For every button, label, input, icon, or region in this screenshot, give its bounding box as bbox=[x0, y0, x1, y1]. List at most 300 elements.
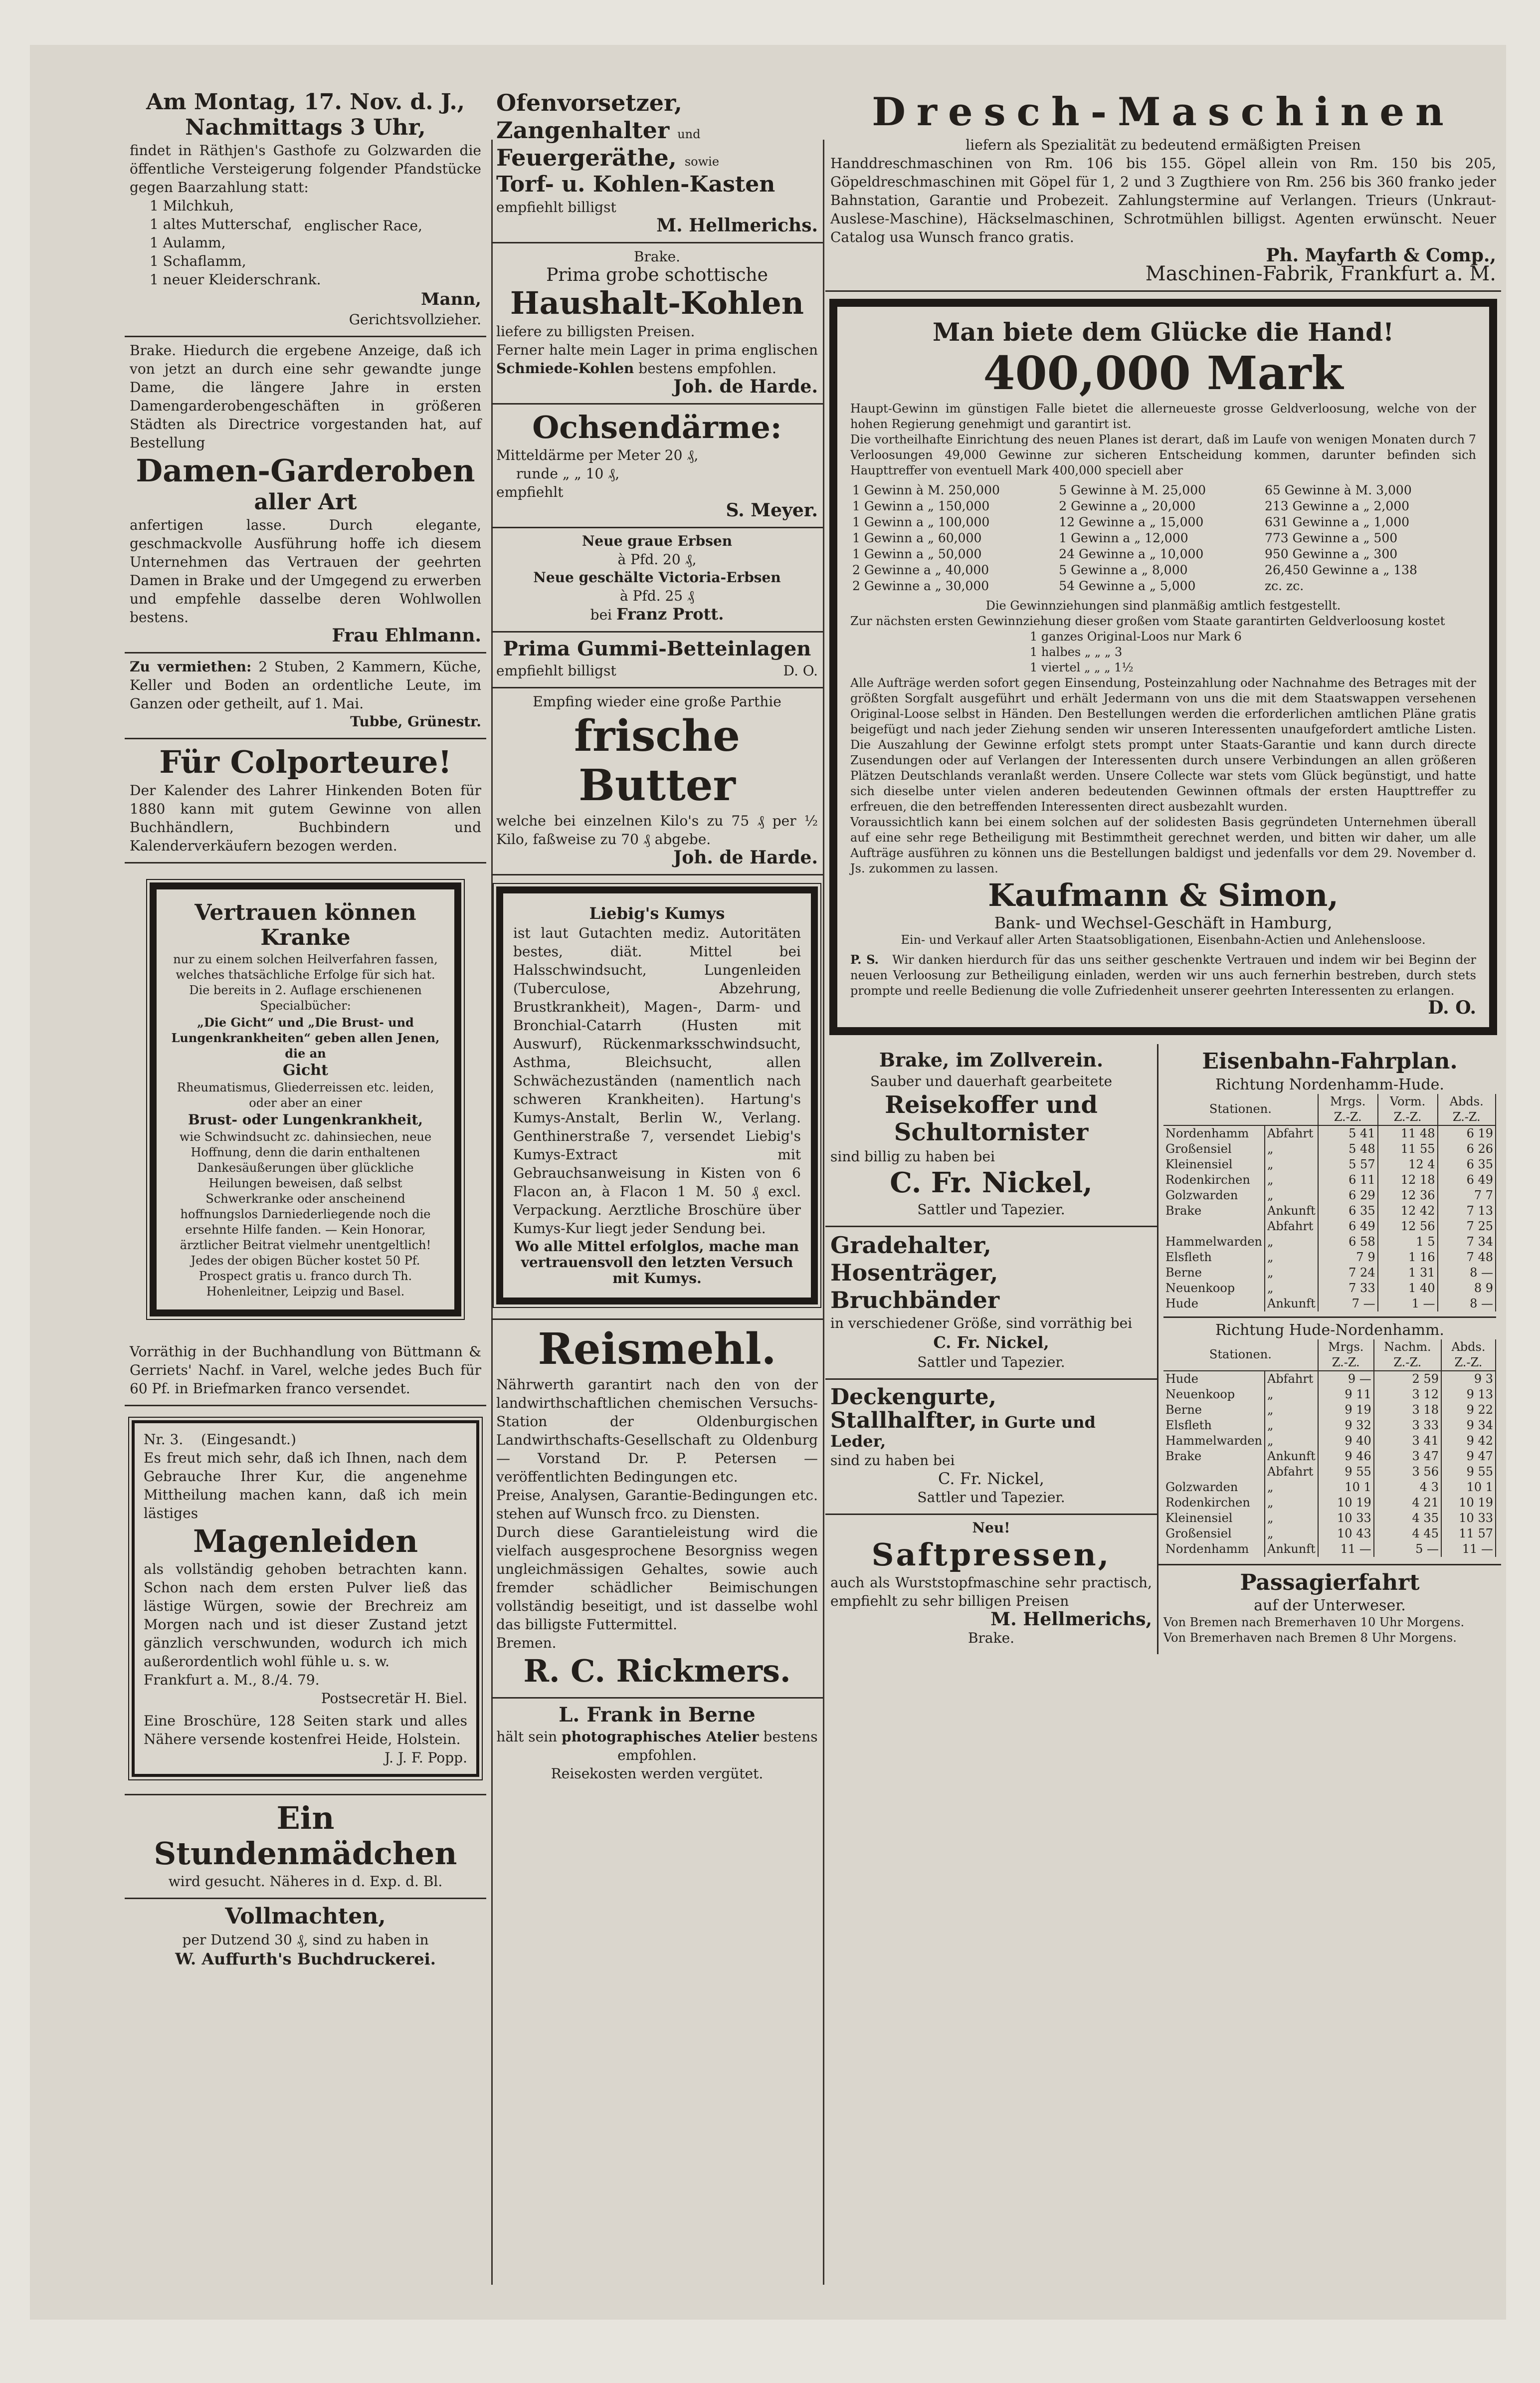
arr-dep: „ bbox=[1265, 1157, 1318, 1172]
departure-time: 2 59 bbox=[1374, 1371, 1441, 1387]
buchhandlung-body: Vorräthig in der Buchhandlung von Büttmann & Gerriets' Nachf. in Varel, welche jedes Buch für 60 Pf. in Briefmarken franco versendet. bbox=[130, 1343, 481, 1397]
lotto-body3: Die Gewinnziehungen sind planmäßig amtlich festgestellt. bbox=[985, 598, 1341, 613]
departure-time: 6 29 bbox=[1318, 1188, 1378, 1203]
station-name: Nordenhamm bbox=[1163, 1541, 1265, 1557]
prize-cell: 2 Gewinne a „ 30,000 bbox=[852, 578, 989, 593]
timetable-header bbox=[1163, 1339, 1496, 1371]
departure-time: 9 40 bbox=[1318, 1433, 1374, 1449]
lotto-body6: Voraussichtlich kann bei einem solchen auf der solidesten Basis gegründeten Unternehmen überall auf eine sehr rege Betheiligung mit Bestimmtheit gerechnet werden, und bitten wir daher, um alle Aufträge ausführen zu können uns die Bestellungen baldigst und jedenfalls vor dem 29. November d. Js. zukommen zu lassen. bbox=[850, 815, 1476, 875]
col-afternoon: Nachm. Z.-Z. bbox=[1374, 1339, 1441, 1371]
lotto-ps-label: P. S. bbox=[850, 952, 879, 967]
departure-time: 7 48 bbox=[1438, 1250, 1496, 1265]
column-3-lower bbox=[825, 1044, 1501, 1654]
arr-dep: „ bbox=[1265, 1511, 1318, 1526]
prize-cell: 5 Gewinne à M. 25,000 bbox=[1059, 482, 1206, 497]
timetable-row bbox=[1163, 1371, 1496, 1387]
ofen-line: Zangenhalter bbox=[496, 116, 670, 144]
departure-time: 9 11 bbox=[1318, 1387, 1374, 1402]
departure-time: 8 9 bbox=[1438, 1281, 1496, 1296]
deckengurte-line2b: in Gurte und Leder, bbox=[830, 1412, 1096, 1451]
timetable-row bbox=[1163, 1418, 1496, 1433]
station-name: Brake bbox=[1163, 1449, 1265, 1464]
deckengurte-body: sind zu haben bei bbox=[830, 1452, 955, 1469]
timetable-row bbox=[1163, 1172, 1496, 1188]
column-3-right bbox=[1158, 1044, 1501, 1654]
saftpressen-headline: Saftpressen, bbox=[871, 1536, 1111, 1573]
eingesandt-headline: Magenleiden bbox=[192, 1522, 418, 1559]
eingesandt-signature2: J. J. F. Popp. bbox=[385, 1749, 467, 1766]
column-3 bbox=[825, 85, 1501, 2353]
lotto-body4: Zur nächsten ersten Gewinnziehung dieser großen vom Staate garantirten Geldverloosung kostet bbox=[850, 614, 1445, 628]
kohlen-headline: Haushalt-Kohlen bbox=[510, 285, 804, 322]
prize-cell: 2 Gewinne a „ 20,000 bbox=[1059, 498, 1196, 513]
departure-time: 10 1 bbox=[1441, 1480, 1496, 1495]
station-name: Hammelwarden bbox=[1163, 1234, 1265, 1250]
departure-time: 9 19 bbox=[1318, 1402, 1374, 1418]
lotto-ad bbox=[825, 292, 1501, 1043]
frank-bold: photographisches Atelier bbox=[562, 1728, 759, 1745]
kranke-headline: Vertrauen können Kranke bbox=[194, 899, 416, 951]
kumys-headline: Liebig's Kumys bbox=[589, 904, 725, 923]
auction-item: 1 neuer Kleiderschrank. bbox=[150, 271, 321, 288]
arr-dep: Abfahrt bbox=[1265, 1125, 1318, 1141]
eingesandt-label: (Eingesandt.) bbox=[200, 1431, 296, 1448]
lotto-prize-row bbox=[850, 530, 1476, 546]
reismehl-body1: Nährwerth garantirt nach den von der landwirthschaftlichen chemischen Versuchs-Station der Oldenburgischen Landwirthschafts-Gesellschaft zu Oldenburg — Vorstand Dr. P. Petersen — veröffentlichten Bedingungen etc. bbox=[496, 1376, 818, 1486]
lotto-signature: D. O. bbox=[1428, 997, 1476, 1019]
departure-time: 10 19 bbox=[1318, 1495, 1374, 1511]
departure-time: 6 49 bbox=[1318, 1219, 1378, 1234]
vermiethen-signature: Tubbe, Grünestr. bbox=[350, 713, 481, 730]
lotto-body2: Die vortheilhafte Einrichtung des neuen Planes ist derart, daß im Laufe von wenigen Monaten durch 7 Verloosungen 49,000 Gewinne zur sicheren Entscheidung kommen, darunter befinden sich Haupttreffer von eventuell Mark 400,000 speciell aber bbox=[850, 432, 1476, 477]
stundenmaedchen-ad bbox=[125, 1795, 486, 1900]
timetable-row bbox=[1163, 1495, 1496, 1511]
departure-time: 9 42 bbox=[1441, 1433, 1496, 1449]
kumys-ad bbox=[491, 875, 823, 1320]
passagier-ad bbox=[1158, 1565, 1501, 1653]
timetable-row bbox=[1163, 1480, 1496, 1495]
eingesandt-body1: Es freut mich sehr, daß ich Ihnen, nach dem Gebrauche Ihrer Kur, die angenehme Mittheilung machen kann, daß ich mein lästiges bbox=[144, 1449, 467, 1521]
timetable-row bbox=[1163, 1387, 1496, 1402]
deckengurte-line1: Deckengurte, bbox=[830, 1384, 996, 1410]
departure-time: 1 — bbox=[1378, 1296, 1438, 1311]
arr-dep: „ bbox=[1265, 1387, 1318, 1402]
station-name: Großensiel bbox=[1163, 1141, 1265, 1157]
departure-time: 9 13 bbox=[1441, 1387, 1496, 1402]
auction-signature-title: Gerichtsvollzieher. bbox=[349, 311, 481, 328]
timetable-row bbox=[1163, 1188, 1496, 1203]
departure-time: 3 12 bbox=[1374, 1387, 1441, 1402]
station-name: Berne bbox=[1163, 1402, 1265, 1418]
col-morning: Mrgs. Z.-Z. bbox=[1318, 1339, 1374, 1371]
departure-time: 4 3 bbox=[1374, 1480, 1441, 1495]
departure-time: 12 4 bbox=[1378, 1157, 1438, 1172]
station-name: Elsfleth bbox=[1163, 1250, 1265, 1265]
prize-cell: 1 Gewinn a „ 50,000 bbox=[852, 546, 982, 561]
kranke-ad bbox=[125, 864, 486, 1338]
lotto-prize-row bbox=[850, 546, 1476, 562]
auction-signature: Mann, bbox=[421, 289, 481, 310]
frank-headline: L. Frank in Berne bbox=[559, 1703, 756, 1727]
butter-headline: frische Butter bbox=[574, 711, 740, 811]
garderoben-headline: Damen-Garderoben bbox=[136, 452, 475, 489]
auction-item: 1 Schaflamm, bbox=[150, 253, 246, 270]
prize-cell: 54 Gewinne a „ 5,000 bbox=[1059, 578, 1196, 593]
garderoben-ad bbox=[125, 337, 486, 653]
departure-time: 5 — bbox=[1374, 1541, 1441, 1557]
column-rule bbox=[823, 140, 824, 2285]
timetable-hude-nordenhamm bbox=[1163, 1339, 1496, 1557]
reismehl-body3: Durch diese Garantieleistung wird die vielfach ausgesprochene Besorgniss wegen ungleichmässigen Gehaltes, sowie auch fremder schädlicher Beimischungen vollständig beseitigt, und ist dasselbe wohl das billigste Futtermittel. bbox=[496, 1524, 818, 1633]
station-name: Golzwarden bbox=[1163, 1188, 1265, 1203]
ochsen-ad bbox=[491, 405, 823, 528]
departure-time: 9 — bbox=[1318, 1371, 1374, 1387]
gradehalter-line: Hosenträger, bbox=[830, 1259, 998, 1286]
gummi-signature: D. O. bbox=[783, 662, 818, 679]
gummi-headline: Prima Gummi-Betteinlagen bbox=[503, 637, 811, 661]
departure-time: 9 34 bbox=[1441, 1418, 1496, 1433]
timetable-nordenhamm-hude bbox=[1163, 1094, 1496, 1311]
buchhandlung-ad bbox=[125, 1338, 486, 1406]
ofen-recommend: empfiehlt billigst bbox=[496, 199, 616, 216]
arr-dep: „ bbox=[1265, 1281, 1318, 1296]
vollmachten-headline: Vollmachten, bbox=[225, 1904, 386, 1930]
kohlen-body1: liefere zu billigsten Preisen. bbox=[496, 323, 695, 340]
arr-dep: Abfahrt bbox=[1265, 1464, 1318, 1480]
arr-dep: „ bbox=[1265, 1402, 1318, 1418]
departure-time: 4 45 bbox=[1374, 1526, 1441, 1541]
col-evening: Abds. Z.-Z. bbox=[1441, 1339, 1496, 1371]
vermiethen-ad bbox=[125, 653, 486, 739]
lotto-firm: Kaufmann & Simon, bbox=[988, 876, 1339, 913]
frank-ad bbox=[491, 1699, 823, 1790]
prize-cell: 26,450 Gewinne a „ 138 bbox=[1264, 562, 1417, 577]
passagier-line2: Von Bremerhaven nach Bremen 8 Uhr Morgens. bbox=[1163, 1631, 1457, 1645]
ofen-line: Feuergeräthe, bbox=[496, 144, 677, 171]
timetable-row bbox=[1163, 1511, 1496, 1526]
eingesandt-place-date: Frankfurt a. M., 8./4. 79. bbox=[144, 1671, 320, 1688]
dresch-headline: Dresch-Maschinen bbox=[872, 89, 1455, 135]
timetable-row bbox=[1163, 1157, 1496, 1172]
kranke-gicht: Gicht bbox=[283, 1061, 328, 1079]
dresch-sub: liefern als Spezialität zu bedeutend ermäßigten Preisen bbox=[965, 136, 1361, 153]
departure-time: 7 9 bbox=[1318, 1250, 1378, 1265]
auction-breed-note: englischer Race, bbox=[304, 217, 422, 234]
kohlen-body3: bestens empfohlen. bbox=[638, 360, 776, 377]
auction-ad bbox=[125, 85, 486, 337]
erbsen-line2: Neue geschälte Victoria-Erbsen bbox=[533, 569, 781, 586]
ofen-line: Ofenvorsetzer, bbox=[496, 89, 682, 116]
prize-cell: 24 Gewinne a „ 10,000 bbox=[1059, 546, 1204, 561]
departure-time: 3 56 bbox=[1374, 1464, 1441, 1480]
departure-time: 4 21 bbox=[1374, 1495, 1441, 1511]
lotto-firm-sub: Bank- und Wechsel-Geschäft in Hamburg, bbox=[994, 913, 1333, 933]
garderoben-subline: aller Art bbox=[254, 489, 357, 515]
departure-time: 6 35 bbox=[1438, 1157, 1496, 1172]
station-name: Rodenkirchen bbox=[1163, 1495, 1265, 1511]
prize-cell: 213 Gewinne a „ 2,000 bbox=[1264, 498, 1410, 513]
prize-cell: 1 Gewinn a „ 12,000 bbox=[1059, 530, 1188, 545]
arr-dep: „ bbox=[1265, 1526, 1318, 1541]
vollmachten-ad bbox=[125, 1899, 486, 1976]
station-name: Neuenkoop bbox=[1163, 1281, 1265, 1296]
prize-cell: 773 Gewinne a „ 500 bbox=[1264, 530, 1398, 545]
timetable-row bbox=[1163, 1464, 1496, 1480]
timetable-row bbox=[1163, 1125, 1496, 1141]
erbsen-ad bbox=[491, 528, 823, 633]
saftpressen-body: auch als Wurststopfmaschine sehr practisch, empfiehlt zu sehr billigen Preisen bbox=[830, 1574, 1152, 1610]
stundenmaedchen-headline: Ein Stundenmädchen bbox=[154, 1799, 457, 1872]
lotto-prize-row bbox=[850, 562, 1476, 578]
kranke-books: „Die Gicht“ und „Die Brust- und Lungenkrankheiten“ geben allen Jenen, die an bbox=[171, 1015, 440, 1061]
station-name: Elsfleth bbox=[1163, 1418, 1265, 1433]
auction-items bbox=[130, 197, 481, 289]
deckengurte-line2: Stallhalfter, bbox=[830, 1407, 977, 1433]
kumys-bold: Wo alle Mittel erfolglos, mache man vertrauensvoll den letzten Versuch mit Kumys. bbox=[515, 1238, 799, 1287]
departure-time: 10 19 bbox=[1441, 1495, 1496, 1511]
zollverein-headline2: Reisekoffer und Schultornister bbox=[885, 1090, 1098, 1147]
prize-cell: 631 Gewinne a „ 1,000 bbox=[1264, 514, 1410, 529]
saftpressen-ad bbox=[825, 1515, 1157, 1654]
lotto-frame bbox=[829, 299, 1497, 1036]
departure-time: 10 1 bbox=[1318, 1480, 1374, 1495]
arr-dep: „ bbox=[1265, 1265, 1318, 1281]
station-name: Golzwarden bbox=[1163, 1480, 1265, 1495]
stundenmaedchen-body: wird gesucht. Näheres in d. Exp. d. Bl. bbox=[168, 1873, 443, 1890]
timetable-row bbox=[1163, 1234, 1496, 1250]
departure-time: 1 5 bbox=[1378, 1234, 1438, 1250]
column-2 bbox=[491, 85, 823, 2353]
departure-time: 9 22 bbox=[1441, 1402, 1496, 1418]
ochsen-line1: Mitteldärme per Meter 20 ₰, bbox=[496, 446, 699, 463]
arr-dep: „ bbox=[1265, 1433, 1318, 1449]
ofen-signature: M. Hellmerichs. bbox=[656, 215, 818, 236]
eingesandt-footer: Eine Broschüre, 128 Seiten stark und alles Nähere versende kostenfrei Heide, Holstein. bbox=[144, 1712, 467, 1747]
departure-time: 11 55 bbox=[1378, 1141, 1438, 1157]
timetable-row bbox=[1163, 1296, 1496, 1311]
gradehalter-signature2: Sattler und Tapezier. bbox=[917, 1354, 1065, 1371]
departure-time: 7 13 bbox=[1438, 1203, 1496, 1219]
arr-dep: „ bbox=[1265, 1141, 1318, 1157]
departure-time: 9 47 bbox=[1441, 1449, 1496, 1464]
departure-time: 5 48 bbox=[1318, 1141, 1378, 1157]
prize-cell: 65 Gewinne à M. 3,000 bbox=[1264, 482, 1412, 497]
eingesandt-number: Nr. 3. bbox=[144, 1431, 184, 1448]
gradehalter-line: Bruchbänder bbox=[830, 1286, 1000, 1313]
departure-time: 9 32 bbox=[1318, 1418, 1374, 1433]
butter-body: welche bei einzelnen Kilo's zu 75 ₰ per ½ Kilo, faßweise zu 70 ₰ abgebe. bbox=[496, 813, 818, 848]
auction-body: findet in Räthjen's Gasthofe zu Golzwarden die öffentliche Versteigerung folgender Pfandstücke gegen Baarzahlung statt: bbox=[130, 142, 481, 196]
erbsen-signature: Franz Prott. bbox=[616, 605, 724, 624]
column-1 bbox=[125, 85, 486, 2353]
col-evening: Abds. Z.-Z. bbox=[1438, 1094, 1496, 1125]
gummi-body: empfiehlt billigst bbox=[496, 662, 616, 679]
departure-time: 6 58 bbox=[1318, 1234, 1378, 1250]
departure-time: 3 33 bbox=[1374, 1418, 1441, 1433]
erbsen-line2b: à Pfd. 25 ₰ bbox=[619, 588, 695, 605]
station-name: Nordenhamm bbox=[1163, 1125, 1265, 1141]
kumys-frame bbox=[496, 886, 818, 1304]
departure-time: 11 — bbox=[1441, 1541, 1496, 1557]
dresch-ad bbox=[825, 85, 1501, 292]
departure-time: 9 55 bbox=[1318, 1464, 1374, 1480]
departure-time: 5 57 bbox=[1318, 1157, 1378, 1172]
passagier-headline: Passagierfahrt bbox=[1240, 1569, 1420, 1595]
arr-dep: Ankunft bbox=[1265, 1449, 1318, 1464]
departure-time: 11 — bbox=[1318, 1541, 1374, 1557]
departure-time: 12 36 bbox=[1378, 1188, 1438, 1203]
arr-dep: „ bbox=[1265, 1188, 1318, 1203]
departure-time: 11 48 bbox=[1378, 1125, 1438, 1141]
departure-time: 7 33 bbox=[1318, 1281, 1378, 1296]
lotto-prize-row bbox=[850, 498, 1476, 514]
departure-time: 6 11 bbox=[1318, 1172, 1378, 1188]
timetable-row bbox=[1163, 1141, 1496, 1157]
arr-dep: „ bbox=[1265, 1172, 1318, 1188]
ofen-line: Torf- u. Kohlen-Kasten bbox=[496, 171, 775, 197]
eingesandt-ad bbox=[125, 1406, 486, 1795]
gradehalter-line: Gradehalter, bbox=[830, 1231, 991, 1259]
eingesandt-body2: als vollständig gehoben betrachten kann. Schon nach dem ersten Pulver ließ das lästige Würgen, sowie der Brechreiz am Morgen nach und ist dieser Zustand jetzt gänzlich verschwunden, wodurch ich mich außerordentlich wohl fühle u. s. w. bbox=[144, 1560, 467, 1670]
ochsen-headline: Ochsendärme: bbox=[532, 409, 782, 445]
departure-time: 7 25 bbox=[1438, 1219, 1496, 1234]
timetable-row bbox=[1163, 1265, 1496, 1281]
departure-time: 10 33 bbox=[1441, 1511, 1496, 1526]
arr-dep: „ bbox=[1265, 1250, 1318, 1265]
departure-time: 6 26 bbox=[1438, 1141, 1496, 1157]
zollverein-signature2: Sattler und Tapezier. bbox=[917, 1201, 1065, 1218]
prize-cell: 1 Gewinn a „ 60,000 bbox=[852, 530, 982, 545]
departure-time: 6 19 bbox=[1438, 1125, 1496, 1141]
frank-body2: bestens empfohlen. bbox=[617, 1728, 818, 1763]
eingesandt-signature: Postsecretär H. Biel. bbox=[321, 1690, 467, 1707]
departure-time: 8 — bbox=[1438, 1265, 1496, 1281]
arr-dep: „ bbox=[1265, 1495, 1318, 1511]
deckengurte-signature2: Sattler und Tapezier. bbox=[917, 1489, 1065, 1506]
fahrplan-dir1: Richtung Nordenhamm-Hude. bbox=[1215, 1076, 1444, 1093]
colporteure-body: Der Kalender des Lahrer Hinkenden Boten für 1880 kann mit gutem Gewinne von allen Buchhändlern, Buchbindern und Kalenderverkäufern bezogen werden. bbox=[130, 782, 481, 854]
station-name: Kleinensiel bbox=[1163, 1511, 1265, 1526]
departure-time: 3 41 bbox=[1374, 1433, 1441, 1449]
departure-time: 3 18 bbox=[1374, 1402, 1441, 1418]
fahrplan-headline: Eisenbahn-Fahrplan. bbox=[1202, 1049, 1458, 1075]
departure-time: 3 47 bbox=[1374, 1449, 1441, 1464]
prize-cell: 1 Gewinn à M. 250,000 bbox=[852, 482, 1000, 497]
prize-cell: 12 Gewinne a „ 15,000 bbox=[1059, 514, 1204, 529]
lotto-loose: 1 viertel „ „ „ 1½ bbox=[1030, 660, 1134, 674]
departure-time: 8 — bbox=[1438, 1296, 1496, 1311]
lotto-body1: Haupt-Gewinn im günstigen Falle bietet die allerneueste grosse Geldverloosung, welche von der hohen Regierung genehmigt und garantirt ist. bbox=[850, 401, 1476, 431]
deckengurte-signature: C. Fr. Nickel, bbox=[938, 1469, 1044, 1488]
vollmachten-body: per Dutzend 30 ₰, sind zu haben in bbox=[182, 1932, 429, 1949]
kohlen-body2: Ferner halte mein Lager in prima englischen bbox=[496, 341, 818, 358]
departure-time: 1 31 bbox=[1378, 1265, 1438, 1281]
timetable-row bbox=[1163, 1449, 1496, 1464]
deckengurte-ad bbox=[825, 1380, 1157, 1515]
departure-time: 7 34 bbox=[1438, 1234, 1496, 1250]
lotto-firm-sub2: Ein- und Verkauf aller Arten Staatsobligationen, Eisenbahn-Actien und Anlehensloose. bbox=[901, 933, 1426, 947]
reismehl-signature: R. C. Rickmers. bbox=[523, 1653, 791, 1690]
reismehl-place: Bremen. bbox=[496, 1635, 557, 1652]
auction-item: 1 Aulamm, bbox=[150, 234, 226, 251]
departure-time: 9 3 bbox=[1441, 1371, 1496, 1387]
colporteure-headline: Für Colporteure! bbox=[159, 744, 452, 781]
station-name: Brake bbox=[1163, 1203, 1265, 1219]
colporteure-ad bbox=[125, 739, 486, 863]
prize-cell: 950 Gewinne a „ 300 bbox=[1264, 546, 1398, 561]
lotto-loose-list bbox=[850, 629, 1476, 675]
gradehalter-ad bbox=[825, 1227, 1157, 1380]
zollverein-ad bbox=[825, 1044, 1157, 1227]
garderoben-body: anfertigen lasse. Durch elegante, geschmackvolle Ausführung hoffe ich diesem Unternehmen das Vertrauen der geehrten Damen in Brake und der Umgegend zu erwerben und empfehle dasselbe deren Wohlwollen bestens. bbox=[130, 517, 481, 626]
fahrplan-dir2: Richtung Hude-Nordenhamm. bbox=[1163, 1316, 1496, 1339]
ochsen-line2: runde „ „ 10 ₰, bbox=[516, 465, 620, 482]
garderoben-signature: Frau Ehlmann. bbox=[332, 625, 481, 647]
departure-time: 7 24 bbox=[1318, 1265, 1378, 1281]
butter-ad bbox=[491, 688, 823, 875]
departure-time: 4 35 bbox=[1374, 1511, 1441, 1526]
kranke-lung: Brust- oder Lungenkrankheit, bbox=[188, 1111, 423, 1128]
arr-dep: „ bbox=[1265, 1418, 1318, 1433]
station-name bbox=[1163, 1219, 1265, 1234]
kohlen-bold: Schmiede-Kohlen bbox=[496, 360, 634, 377]
arr-dep: „ bbox=[1265, 1234, 1318, 1250]
frank-body1: hält sein bbox=[496, 1728, 558, 1745]
ofen-ad bbox=[491, 85, 823, 243]
vollmachten-signature: W. Auffurth's Buchdruckerei. bbox=[175, 1950, 436, 1969]
ofen-und: und bbox=[677, 127, 701, 141]
col-station: Stationen. bbox=[1163, 1094, 1318, 1125]
kranke-frame bbox=[150, 882, 461, 1316]
timetable-row bbox=[1163, 1402, 1496, 1418]
station-name: Hude bbox=[1163, 1371, 1265, 1387]
auction-headline: Am Montag, 17. Nov. d. J., Nachmittags 3 Uhr, bbox=[146, 89, 465, 140]
station-name bbox=[1163, 1464, 1265, 1480]
column-3-left bbox=[825, 1044, 1158, 1654]
timetable-row bbox=[1163, 1250, 1496, 1265]
lotto-loose: 1 ganzes Original-Loos nur Mark 6 bbox=[1030, 629, 1242, 644]
timetable-row bbox=[1163, 1526, 1496, 1541]
zollverein-sub: Sauber und dauerhaft gearbeitete bbox=[870, 1073, 1113, 1089]
frank-body3: Reisekosten werden vergütet. bbox=[551, 1765, 764, 1782]
kranke-body2: wie Schwindsucht zc. dahinsiechen, neue Hoffnung, denn die darin enthaltenen Dankesäußerungen über glückliche Heilungen beweisen, daß selbst Schwerkranke oder anscheinend hoffnungslos Darniederliegende noch die ersehnte Hilfe fanden. — Kein Honorar, ärztlicher Beitrat vielmehr unentgeltlich! Jedes der obigen Bücher kostet 50 Pf. Prospect gratis u. franco durch Th. Hohenleitner, Leipzig und Basel. bbox=[179, 1129, 432, 1299]
timetable-row bbox=[1163, 1433, 1496, 1449]
station-name: Neuenkoop bbox=[1163, 1387, 1265, 1402]
station-name: Berne bbox=[1163, 1265, 1265, 1281]
ofen-sowie: sowie bbox=[684, 154, 720, 169]
kumys-body: ist laut Gutachten mediz. Autoritäten bestes, diät. Mittel bei Halsschwindsucht, Lungenleiden (Tuberculose, Abzehrung, Brustkrankheit), Magen-, Darm- und Bronchial-Catarrh (Husten mit Auswurf), Rückenmarksschwindsucht, Asthma, Bleichsucht, allen Schwächezuständen (namentlich nach schweren Krankheiten). Hartung's Kumys-Anstalt, Berlin W., Verlang. Genthinerstraße 7, versendet Liebig's Kumys-Extract mit Gebrauchsanweisung in Kisten von 6 Flacon an, à Flacon 1 M. 50 ₰ excl. Verpackung. Aerztliche Broschüre über Kumys-Kur liegt jeder Sendung bei. bbox=[513, 924, 801, 1237]
kohlen-signature: Joh. de Harde. bbox=[673, 376, 818, 397]
kohlen-ad bbox=[491, 243, 823, 404]
departure-time: 12 56 bbox=[1378, 1219, 1438, 1234]
lotto-prize-table bbox=[850, 482, 1476, 594]
lotto-prize-row bbox=[850, 578, 1476, 594]
departure-time: 9 46 bbox=[1318, 1449, 1374, 1464]
reismehl-body2: Preise, Analysen, Garantie-Bedingungen etc. stehen auf Wunsch frco. zu Diensten. bbox=[496, 1487, 818, 1522]
departure-time: 12 42 bbox=[1378, 1203, 1438, 1219]
lotto-loose: 1 halbes „ „ „ 3 bbox=[1030, 645, 1123, 659]
saftpressen-signature: M. Hellmerichs, bbox=[990, 1609, 1152, 1630]
reismehl-headline: Reismehl. bbox=[538, 1324, 776, 1375]
lotto-headline: Man biete dem Glücke die Hand! bbox=[932, 317, 1394, 347]
dresch-signature2: Maschinen-Fabrik, Frankfurt a. M. bbox=[1145, 262, 1496, 285]
station-name: Hammelwarden bbox=[1163, 1433, 1265, 1449]
station-name: Hude bbox=[1163, 1296, 1265, 1311]
fahrplan-ad bbox=[1158, 1044, 1501, 1565]
departure-time: 7 — bbox=[1318, 1296, 1378, 1311]
erbsen-line1: Neue graue Erbsen bbox=[581, 532, 733, 549]
lotto-ps: Wir danken hierdurch für das uns seither geschenkte Vertrauen und indem wir bei Beginn der neuen Verloosung zur Betheiligung einladen, werden wir uns auch fernerhin bestreben, durch stets prompte und reelle Bedienung die volle Zufriedenheit unserer geehrten Interessenten zu erlangen. bbox=[850, 953, 1477, 998]
